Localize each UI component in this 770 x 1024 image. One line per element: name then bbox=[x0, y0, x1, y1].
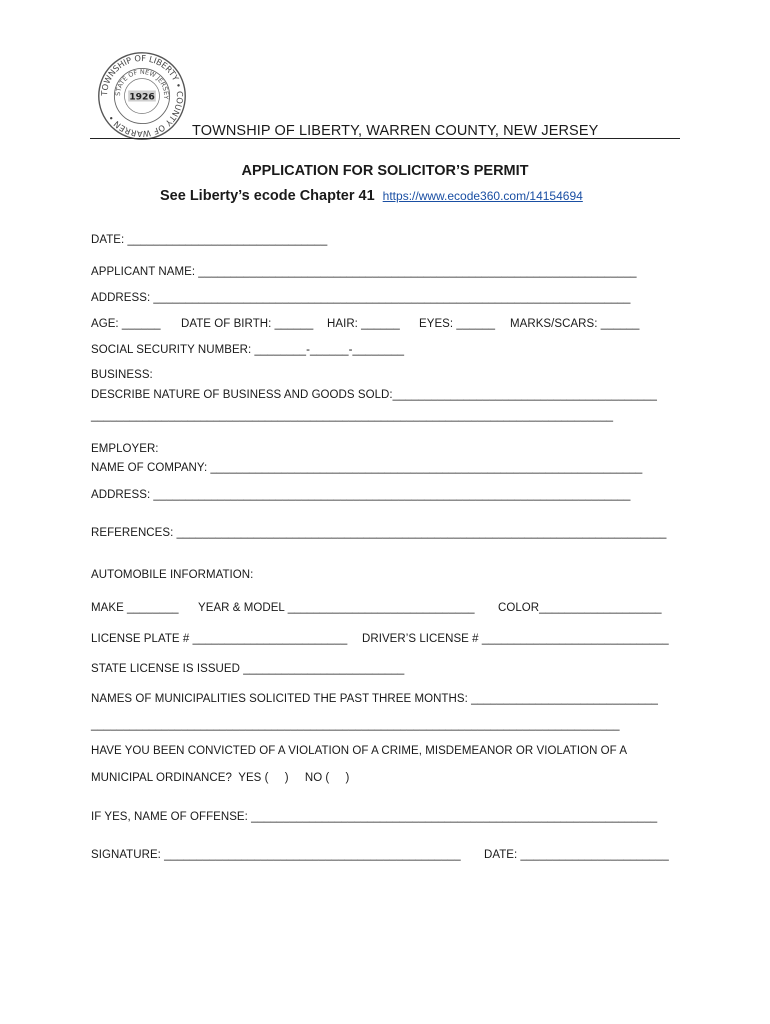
license-plate-field[interactable]: LICENSE PLATE # ________________________ bbox=[91, 633, 348, 645]
svg-text:STATE OF NEW JERSEY: STATE OF NEW JERSEY bbox=[113, 67, 171, 100]
references-field[interactable]: REFERENCES: ____________________________________________________________________________ bbox=[91, 527, 667, 539]
signature-date-field[interactable]: DATE: _______________________ bbox=[484, 849, 669, 861]
offense-field[interactable]: IF YES, NAME OF OFFENSE: _______________________________________________________________ bbox=[91, 811, 658, 823]
township-seal-logo bbox=[96, 50, 188, 142]
business-nature-line2[interactable]: _________________________________________________________________________________ bbox=[91, 410, 614, 422]
hair-field[interactable]: HAIR: ______ bbox=[327, 318, 400, 330]
signature-field[interactable]: SIGNATURE: ______________________________________________ bbox=[91, 849, 461, 861]
form-title: APPLICATION FOR SOLICITOR’S PERMIT bbox=[241, 163, 529, 179]
form-subtitle bbox=[160, 188, 583, 204]
municipalities-line2[interactable]: __________________________________________________________________________________ bbox=[91, 719, 620, 731]
company-name-field[interactable]: NAME OF COMPANY: ___________________________________________________________________ bbox=[91, 462, 643, 474]
svg-text:TOWNSHIP OF LIBERTY • COUNTY O: TOWNSHIP OF LIBERTY • COUNTY OF WARREN • bbox=[98, 52, 186, 140]
ssn-field[interactable]: SOCIAL SECURITY NUMBER: ________-______-________ bbox=[91, 344, 405, 356]
dob-field[interactable]: DATE OF BIRTH: ______ bbox=[181, 318, 314, 330]
ecode-reference: See Liberty’s ecode Chapter 41 bbox=[160, 188, 375, 204]
year-model-field[interactable]: YEAR & MODEL _____________________________ bbox=[198, 602, 475, 614]
applicant-name-field[interactable]: APPLICANT NAME: ____________________________________________________________________ bbox=[91, 266, 637, 278]
date-field[interactable]: DATE: _______________________________ bbox=[91, 234, 328, 246]
age-field[interactable]: AGE: ______ bbox=[91, 318, 161, 330]
municipalities-field[interactable]: NAMES OF MUNICIPALITIES SOLICITED THE PAST THREE MONTHS: _____________________________ bbox=[91, 693, 658, 705]
business-label: BUSINESS: bbox=[91, 369, 153, 381]
color-field[interactable]: COLOR___________________ bbox=[498, 602, 662, 614]
conviction-yes-no[interactable]: MUNICIPAL ORDINANCE? YES ( ) NO ( ) bbox=[91, 772, 350, 784]
eyes-field[interactable]: EYES: ______ bbox=[419, 318, 496, 330]
marks-scars-field[interactable]: MARKS/SCARS: ______ bbox=[510, 318, 640, 330]
ecode-link[interactable]: https://www.ecode360.com/14154694 bbox=[382, 189, 583, 203]
township-heading: TOWNSHIP OF LIBERTY, WARREN COUNTY, NEW JERSEY bbox=[192, 123, 599, 139]
address-field[interactable]: ADDRESS: __________________________________________________________________________ bbox=[91, 292, 631, 304]
state-license-field[interactable]: STATE LICENSE IS ISSUED _________________________ bbox=[91, 663, 405, 675]
drivers-license-field[interactable]: DRIVER’S LICENSE # _____________________________ bbox=[362, 633, 669, 645]
employer-label: EMPLOYER: bbox=[91, 443, 159, 455]
svg-text:1926: 1926 bbox=[129, 91, 155, 103]
employer-address-field[interactable]: ADDRESS: __________________________________________________________________________ bbox=[91, 489, 631, 501]
make-field[interactable]: MAKE ________ bbox=[91, 602, 179, 614]
conviction-question: HAVE YOU BEEN CONVICTED OF A VIOLATION OF A CRIME, MISDEMEANOR OR VIOLATION OF A bbox=[91, 745, 628, 757]
auto-info-label: AUTOMOBILE INFORMATION: bbox=[91, 569, 254, 581]
business-nature-field[interactable]: DESCRIBE NATURE OF BUSINESS AND GOODS SOLD:_________________________________________ bbox=[91, 389, 657, 401]
